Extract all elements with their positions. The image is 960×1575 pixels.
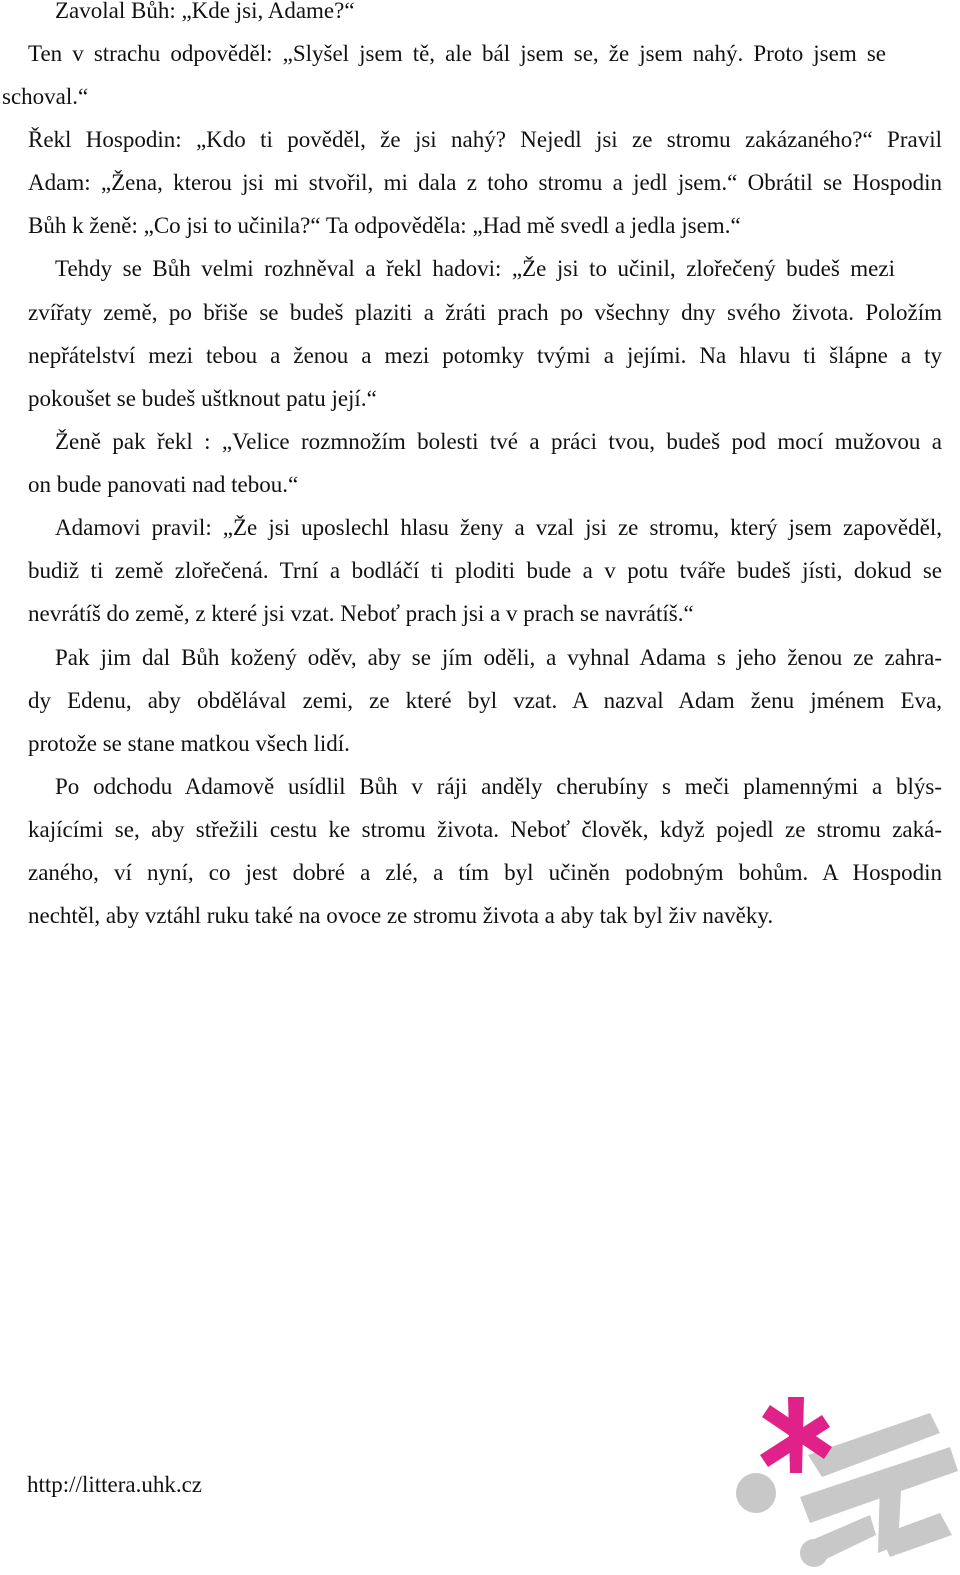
littera-logo-icon xyxy=(730,1385,960,1575)
text-line: Tehdy se Bůh velmi rozhněval a řekl hadovi: „Že jsi to učinil, zlořečený budeš mezi xyxy=(55,256,895,281)
text-line: protože se stane matkou všech lidí. xyxy=(28,731,350,756)
text-line: Po odchodu Adamově usídlil Bůh v ráji anděly cherubíny s meči plamennými a blýs- xyxy=(55,774,942,799)
text-line: zaného, ví nyní, co jest dobré a zlé, a tím byl učiněn podobným bohům. A Hospodin xyxy=(28,860,942,885)
text-line: schoval.“ xyxy=(2,84,89,109)
text-line: dy Edenu, aby obdělával zemi, ze které byl vzat. A nazval Adam ženu jménem Eva, xyxy=(28,688,942,713)
text-line: nepřátelství mezi tebou a ženou a mezi potomky tvými a jejími. Na hlavu ti šlápne a ty xyxy=(28,343,942,368)
text-line: Řekl Hospodin: „Kdo ti pověděl, že jsi nahý? Nejedl jsi ze stromu zakázaného?“ Pravil xyxy=(28,127,942,152)
text-line: pokoušet se budeš uštknout patu její.“ xyxy=(28,386,377,411)
text-line: on bude panovati nad tebou.“ xyxy=(28,472,299,497)
text-line: Ženě pak řekl : „Velice rozmnožím bolesti tvé a práci tvou, budeš pod mocí mužovou a xyxy=(55,429,942,454)
text-line: Bůh k ženě: „Co jsi to učinila?“ Ta odpověděla: „Had mě svedl a jedla jsem.“ xyxy=(28,213,741,238)
footer-url[interactable]: http://littera.uhk.cz xyxy=(27,1472,203,1497)
text-line: Pak jim dal Bůh kožený oděv, aby se jím oděli, a vyhnal Adama s jeho ženou ze zahra- xyxy=(55,645,942,670)
text-line: Ten v strachu odpověděl: „Slyšel jsem tě, ale bál jsem se, že jsem nahý. Proto jsem se xyxy=(28,41,886,66)
text-line: budiž ti země zlořečená. Trní a bodláčí ti ploditi bude a v potu tváře budeš jísti, dokud se xyxy=(28,558,942,583)
text-line: Zavolal Bůh: „Kde jsi, Adame?“ xyxy=(55,0,355,23)
text-line: nevrátíš do země, z které jsi vzat. Neboť prach jsi a v prach se navrátíš.“ xyxy=(28,601,694,626)
text-line: Adamovi pravil: „Že jsi uposlechl hlasu ženy a vzal jsi ze stromu, který jsem zapověděl, xyxy=(55,515,942,540)
text-line: nechtěl, aby vztáhl ruku také na ovoce ze stromu života a aby tak byl živ navěky. xyxy=(28,903,774,928)
text-line: zvířaty země, po břiše se budeš plaziti a žráti prach po všechny dny svého života. Položím xyxy=(28,300,942,325)
text-line: kajícími se, aby střežili cestu ke stromu života. Neboť člověk, když pojedl ze stromu zaká- xyxy=(28,817,942,842)
text-line: Adam: „Žena, kterou jsi mi stvořil, mi dala z toho stromu a jedl jsem.“ Obrátil se Hospodin xyxy=(28,170,942,195)
